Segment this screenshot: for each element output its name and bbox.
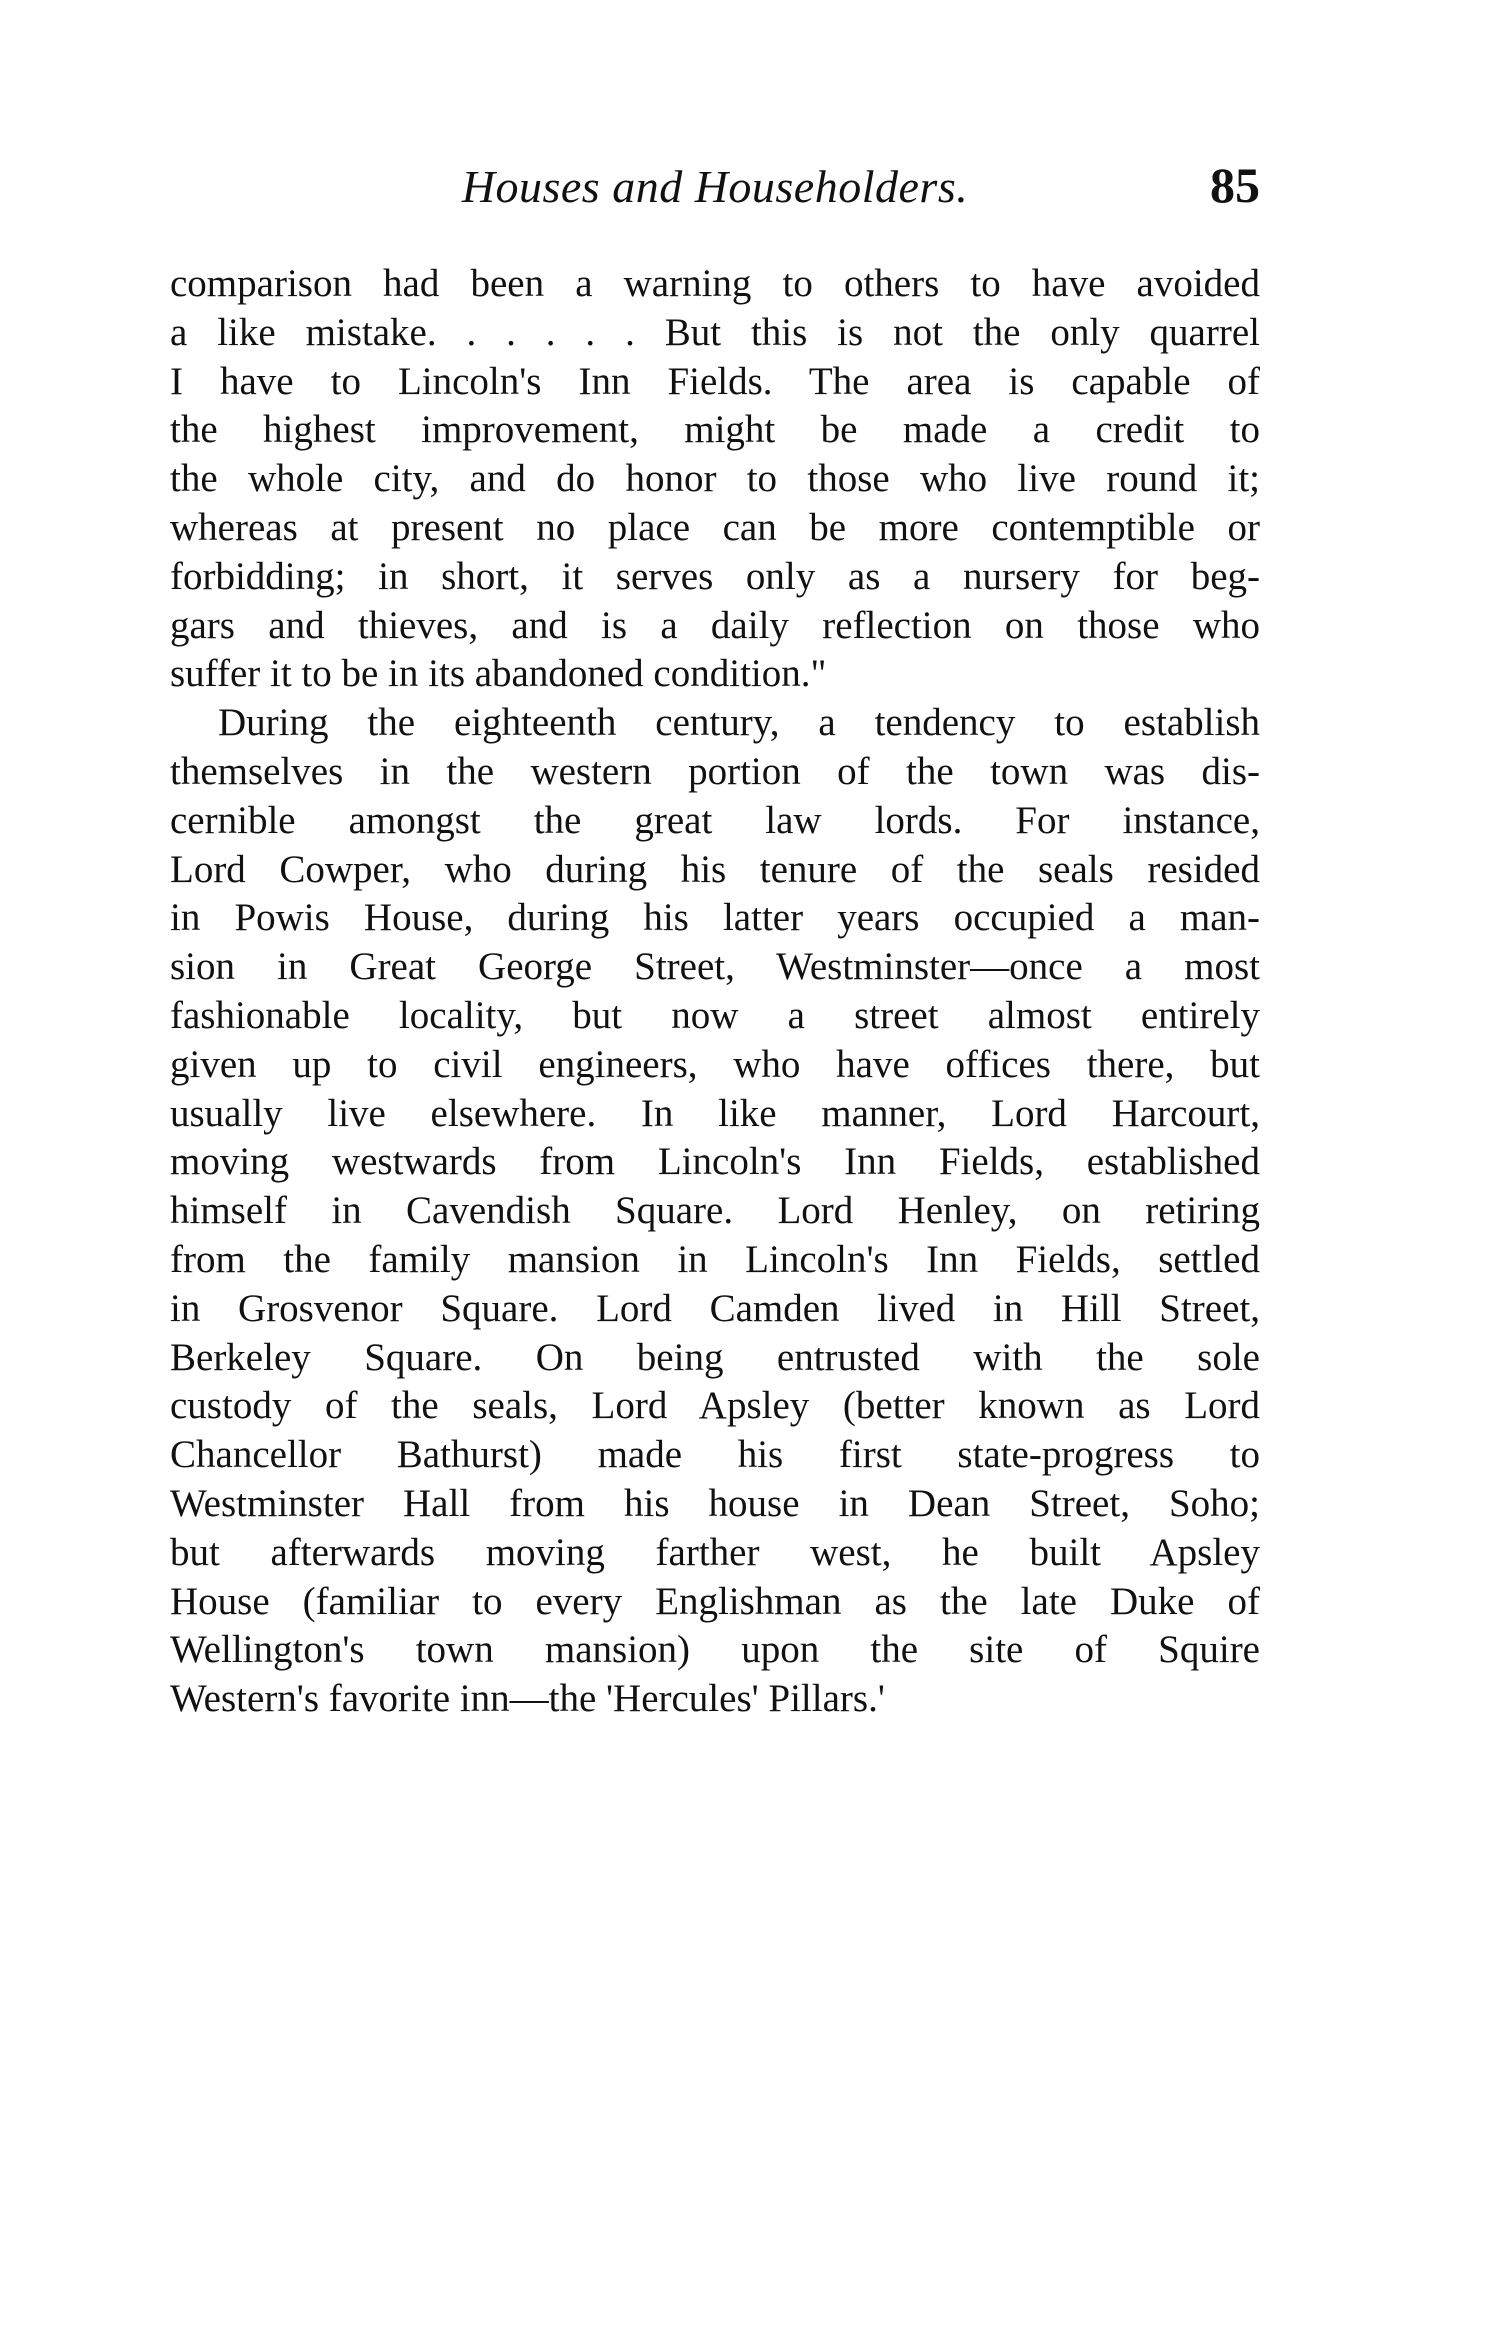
text-line: comparison had been a warning to others to have avoided: [170, 262, 1260, 305]
text-line: himself in Cavendish Square. Lord Henley, on retiring: [170, 1189, 1260, 1233]
text-line: a like mistake. . . . . . But this is not the only quarrel: [170, 310, 1260, 354]
text-line: custody of the seals, Lord Apsley (better known as Lord: [170, 1384, 1260, 1428]
text-line: gars and thieves, and is a daily reflection on those who: [170, 603, 1260, 647]
text-line: forbidding; in short, it serves only as a nursery for beg-: [170, 554, 1260, 598]
text-line: themselves in the western portion of the town was dis-: [170, 749, 1260, 793]
body-text: [170, 260, 1260, 1724]
running-title: Houses and Householders.: [461, 161, 969, 212]
text-line: Wellington's town mansion) upon the site of Squire: [170, 1628, 1260, 1672]
text-line: given up to civil engineers, who have offices there, but: [170, 1042, 1260, 1086]
text-line: Westminster Hall from his house in Dean Street, Soho;: [170, 1481, 1260, 1525]
text-line: I have to Lincoln's Inn Fields. The area is capable of: [170, 359, 1260, 403]
text-line: moving westwards from Lincoln's Inn Fields, established: [170, 1140, 1260, 1184]
text-line: sion in Great George Street, Westminster—once a most: [170, 945, 1260, 989]
text-line: in Grosvenor Square. Lord Camden lived in Hill Street,: [170, 1286, 1260, 1330]
page-number: 85: [1210, 157, 1260, 213]
text-line: cernible amongst the great law lords. For instance,: [170, 798, 1260, 842]
text-line: usually live elsewhere. In like manner, Lord Harcourt,: [170, 1091, 1260, 1135]
page-header: [170, 157, 1260, 220]
text-line: Western's favorite inn—the 'Hercules' Pillars.': [170, 1677, 885, 1721]
text-line: During the eighteenth century, a tendency to establish: [218, 701, 1260, 745]
text-line: from the family mansion in Lincoln's Inn Fields, settled: [170, 1237, 1260, 1281]
text-line: Berkeley Square. On being entrusted with the sole: [170, 1335, 1260, 1379]
text-line: but afterwards moving farther west, he built Apsley: [170, 1530, 1260, 1574]
text-line: Lord Cowper, who during his tenure of the seals resided: [170, 847, 1260, 891]
text-line: the highest improvement, might be made a credit to: [170, 408, 1260, 452]
text-line: House (familiar to every Englishman as the late Duke of: [170, 1579, 1260, 1623]
text-line: the whole city, and do honor to those who live round it;: [170, 457, 1260, 501]
text-line: in Powis House, during his latter years occupied a man-: [170, 896, 1260, 940]
text-line: Chancellor Bathurst) made his first state-progress to: [170, 1433, 1260, 1477]
paragraph-1: [170, 260, 1260, 699]
paragraph-2: [170, 699, 1260, 1724]
text-line: suffer it to be in its abandoned condition.": [170, 652, 827, 696]
text-line: whereas at present no place can be more contemptible or: [170, 505, 1260, 549]
text-line: fashionable locality, but now a street almost entirely: [170, 993, 1260, 1037]
